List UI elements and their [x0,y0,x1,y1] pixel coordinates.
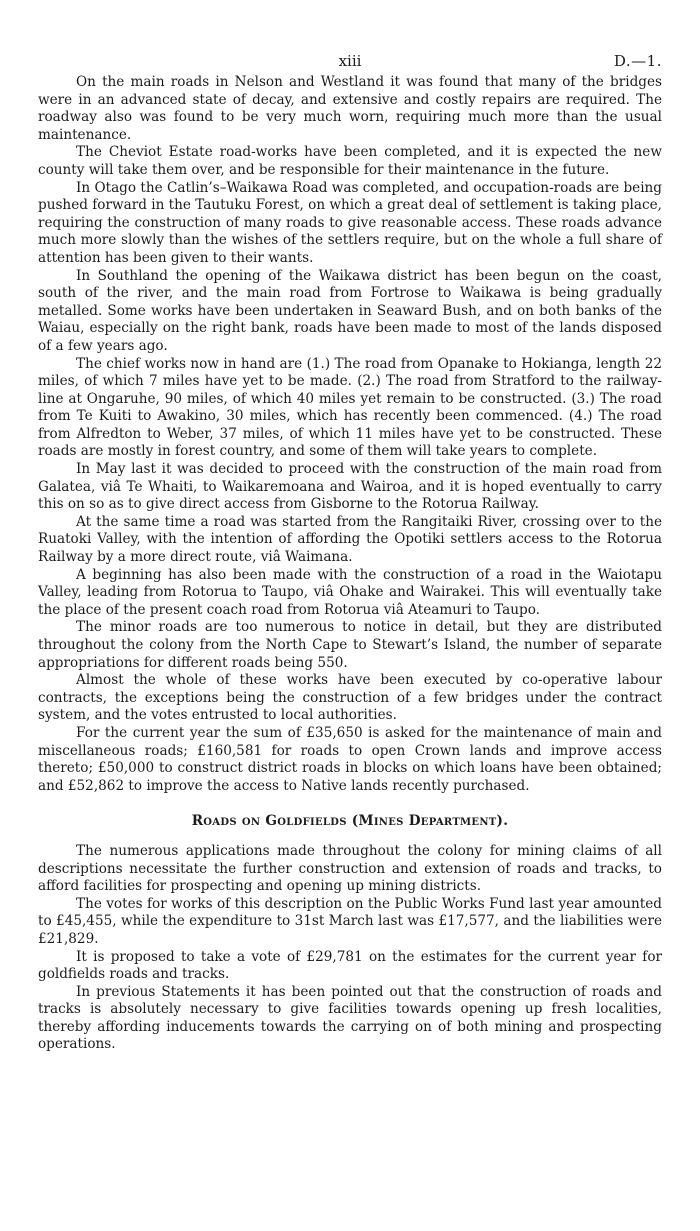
paragraph: On the main roads in Nelson and Westland it was found that many of the bridges were in an advanced state of decay, and extensive and costly repairs are required. The roadway also was found to be very much worn, requiring much more than the usual maintenance. [38,74,662,143]
document-page [38,46,662,1054]
paragraph: The chief works now in hand are (1.) The road from Opanake to Hokianga, length 22 miles, of which 7 miles have yet to be made. (2.) The road from Stratford to the railway-line at Ongaruhe, 90 miles, of which 40 miles yet remain to be constructed. (3.) The road from Te Kuiti to Awakino, 30 miles, which has recently been commenced. (4.) The road from Alfredton to Weber, 37 miles, of which 11 miles have yet to be constructed. These roads are mostly in forest country, and some of them will take years to complete. [38,355,662,460]
document-code: D.—1. [613,52,662,70]
paragraph: For the current year the sum of £35,650 is asked for the maintenance of main and miscellaneous roads; £160,581 for roads to open Crown lands and improve access thereto; £50,000 to construct district roads in blocks on which loans have been obtained; and £52,862 to improve the access to Native lands recently purchased. [38,724,662,794]
paragraph: In previous Statements it has been pointed out that the construction of roads and tracks is absolutely necessary to give facilities towards opening up fresh localities, thereby affording inducements towards the carrying on of both mining and prospecting operations. [38,983,662,1053]
page-header [38,46,662,74]
paragraph: In May last it was decided to proceed with the construction of the main road from Galatea, viâ Te Whaiti, to Waikaremoana and Wairoa, and it is hoped eventually to carry this on so as to give direct access from Gisborne to the Rotorua Railway. [38,461,662,513]
section-public-roads [38,74,662,795]
paragraph: The votes for works of this description on the Public Works Fund last year amounted to £45,455, while the expenditure to 31st March last was £17,577, and the liabilities were £21,829. [38,895,662,947]
section-heading-goldfields-roads: Roads on Goldfields (Mines Department). [191,813,509,830]
paragraph: In Southland the opening of the Waikawa district has been begun on the coast, south of the river, and the main road from Fortrose to Waikawa is being gradually metalled. Some works have been undertaken in Seaward Bush, and on both banks of the Waiau, especially on the right bank, roads have been made to most of the lands disposed of a few years ago. [38,267,662,354]
paragraph: The Cheviot Estate road-works have been completed, and it is expected the new county will take them over, and be responsible for their maintenance in the future. [38,144,662,178]
paragraph: Almost the whole of these works have been executed by co-operative labour contracts, the exceptions being the construction of a few bridges under the contract system, and the votes entrusted to local authorities. [38,672,662,724]
paragraph: It is proposed to take a vote of £29,781 on the estimates for the current year for goldfields roads and tracks. [38,948,662,983]
paragraph: In Otago the Catlin’s–Waikawa Road was completed, and occupation-roads are being pushed forward in the Tautuku Forest, on which a great deal of settlement is taking place, requiring the construction of many roads to give reasonable access. These roads advance much more slowly than the wishes of the settlers require, but on the whole a full share of attention has been given to their wants. [38,179,662,266]
paragraph: At the same time a road was started from the Rangitaiki River, crossing over to the Ruatoki Valley, with the intention of affording the Opotiki settlers access to the Rotorua Railway by a more direct route, viâ Waimana. [38,513,662,566]
paragraph: A beginning has also been made with the construction of a road in the Waiotapu Valley, leading from Rotorua to Taupo, viâ Ohake and Wairakei. This will eventually take the place of the present coach road from Rotorua viâ Ateamuri to Taupo. [38,566,662,618]
section-goldfields-roads [38,843,662,1054]
paragraph: The minor roads are too numerous to notice in detail, but they are distributed throughout the colony from the North Cape to Stewart’s Island, the number of separate appropriations for different roads being 550. [38,619,662,671]
page-number: xiii [338,52,362,70]
paragraph: The numerous applications made throughout the colony for mining claims of all descriptions necessitate the further construction and extension of roads and tracks, to afford facilities for prospecting and opening up mining districts. [38,842,662,895]
